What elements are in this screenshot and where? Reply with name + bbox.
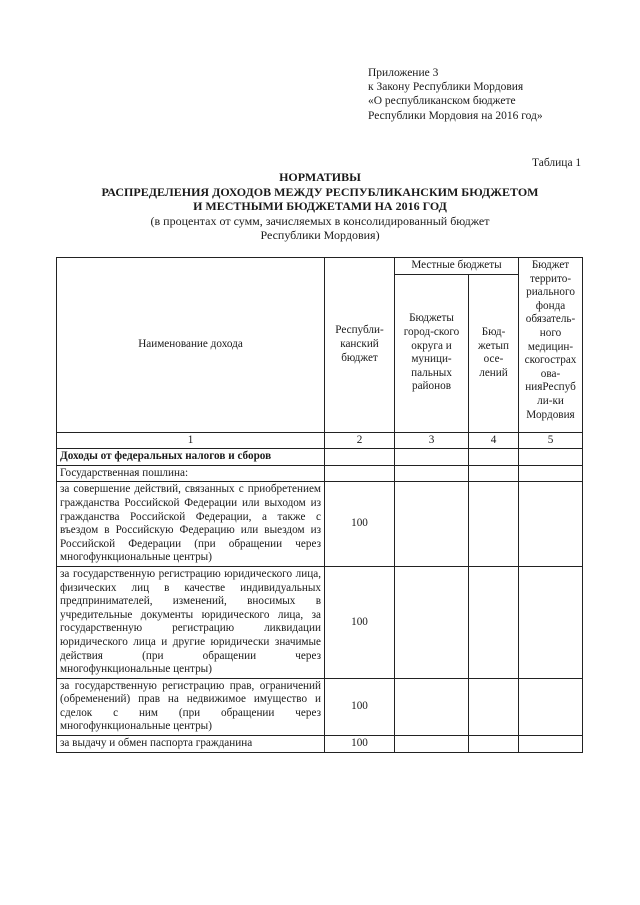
heading-title-line: И МЕСТНЫМИ БЮДЖЕТАМИ НА 2016 ГОД: [193, 199, 447, 213]
revenue-distribution-table: [56, 257, 583, 753]
republican-share: 100: [325, 482, 395, 567]
republican-share: 100: [325, 678, 395, 735]
subsection-title: Государственная пошлина:: [57, 465, 325, 482]
appendix-line: к Закону Республики Мордовия: [368, 81, 524, 94]
column-number: 2: [325, 432, 395, 449]
republican-share: 100: [325, 566, 395, 678]
table-number: Таблица 1: [532, 157, 582, 169]
table-row: [57, 482, 583, 567]
table-row: [57, 566, 583, 678]
heading-title-line: РАСПРЕДЕЛЕНИЯ ДОХОДОВ МЕЖДУ РЕСПУБЛИКАНСКИМ БЮДЖЕТОМ: [101, 184, 539, 199]
document-heading: [20, 170, 620, 243]
header-health-fund-budget: Бюджет террито-риального фонда обязатель-ного медицин-скогострах ова-нияРеспуб ли-ки Мордовия: [519, 258, 583, 433]
revenue-name: за государственную регистрацию юридического лица, физических лиц в качестве индивидуальных предпринимателей, изменений, вносимых в учредительные документы юридического лица, за государственную регистрацию ликвидации юридического лица и другие юридически значимые действия (при обращении через многофункциональные центры): [57, 566, 325, 678]
section-title: Доходы от федеральных налогов и сборов: [57, 449, 325, 466]
header-republican-budget: Республи-канский бюджет: [325, 258, 395, 433]
appendix-reference: [368, 66, 628, 123]
table-row: [57, 449, 583, 466]
appendix-line: Республики Мордовия на 2016 год»: [368, 109, 543, 122]
republican-share: 100: [325, 736, 395, 753]
table-row: [57, 678, 583, 735]
column-number: 3: [395, 432, 469, 449]
table-row: [57, 465, 583, 482]
column-number: 1: [57, 432, 325, 449]
header-local-budgets: Местные бюджеты: [395, 258, 519, 275]
appendix-line: «О республиканском бюджете: [368, 95, 516, 108]
column-number: 5: [519, 432, 583, 449]
appendix-line: Приложение 3: [368, 67, 439, 79]
header-city-district-budgets: Бюджеты город-ского округа и муници-пальных районов: [395, 274, 469, 432]
revenue-name: за совершение действий, связанных с приобретением гражданства Российской Федерации или выходом из гражданства Российской Федерации, а также с въездом в Российскую Федерацию или выездом из Российской Федерации (при обращении через многофункциональные центры): [57, 482, 325, 567]
heading-subtitle: Республики Мордовия): [260, 228, 380, 242]
revenue-name: за выдачу и обмен паспорта гражданина: [57, 736, 325, 753]
table-row: [57, 736, 583, 753]
heading-title: НОРМАТИВЫ: [279, 170, 361, 184]
revenue-name: за государственную регистрацию прав, ограничений (обременений) прав на недвижимое имущество и сделок с ним (при обращении через многофункциональные центры): [57, 678, 325, 735]
header-settlement-budgets: Бюд-жетып осе-лений: [469, 274, 519, 432]
header-revenue-name: Наименование дохода: [57, 258, 325, 433]
heading-subtitle: (в процентах от сумм, зачисляемых в консолидированный бюджет: [150, 213, 490, 228]
column-number: 4: [469, 432, 519, 449]
